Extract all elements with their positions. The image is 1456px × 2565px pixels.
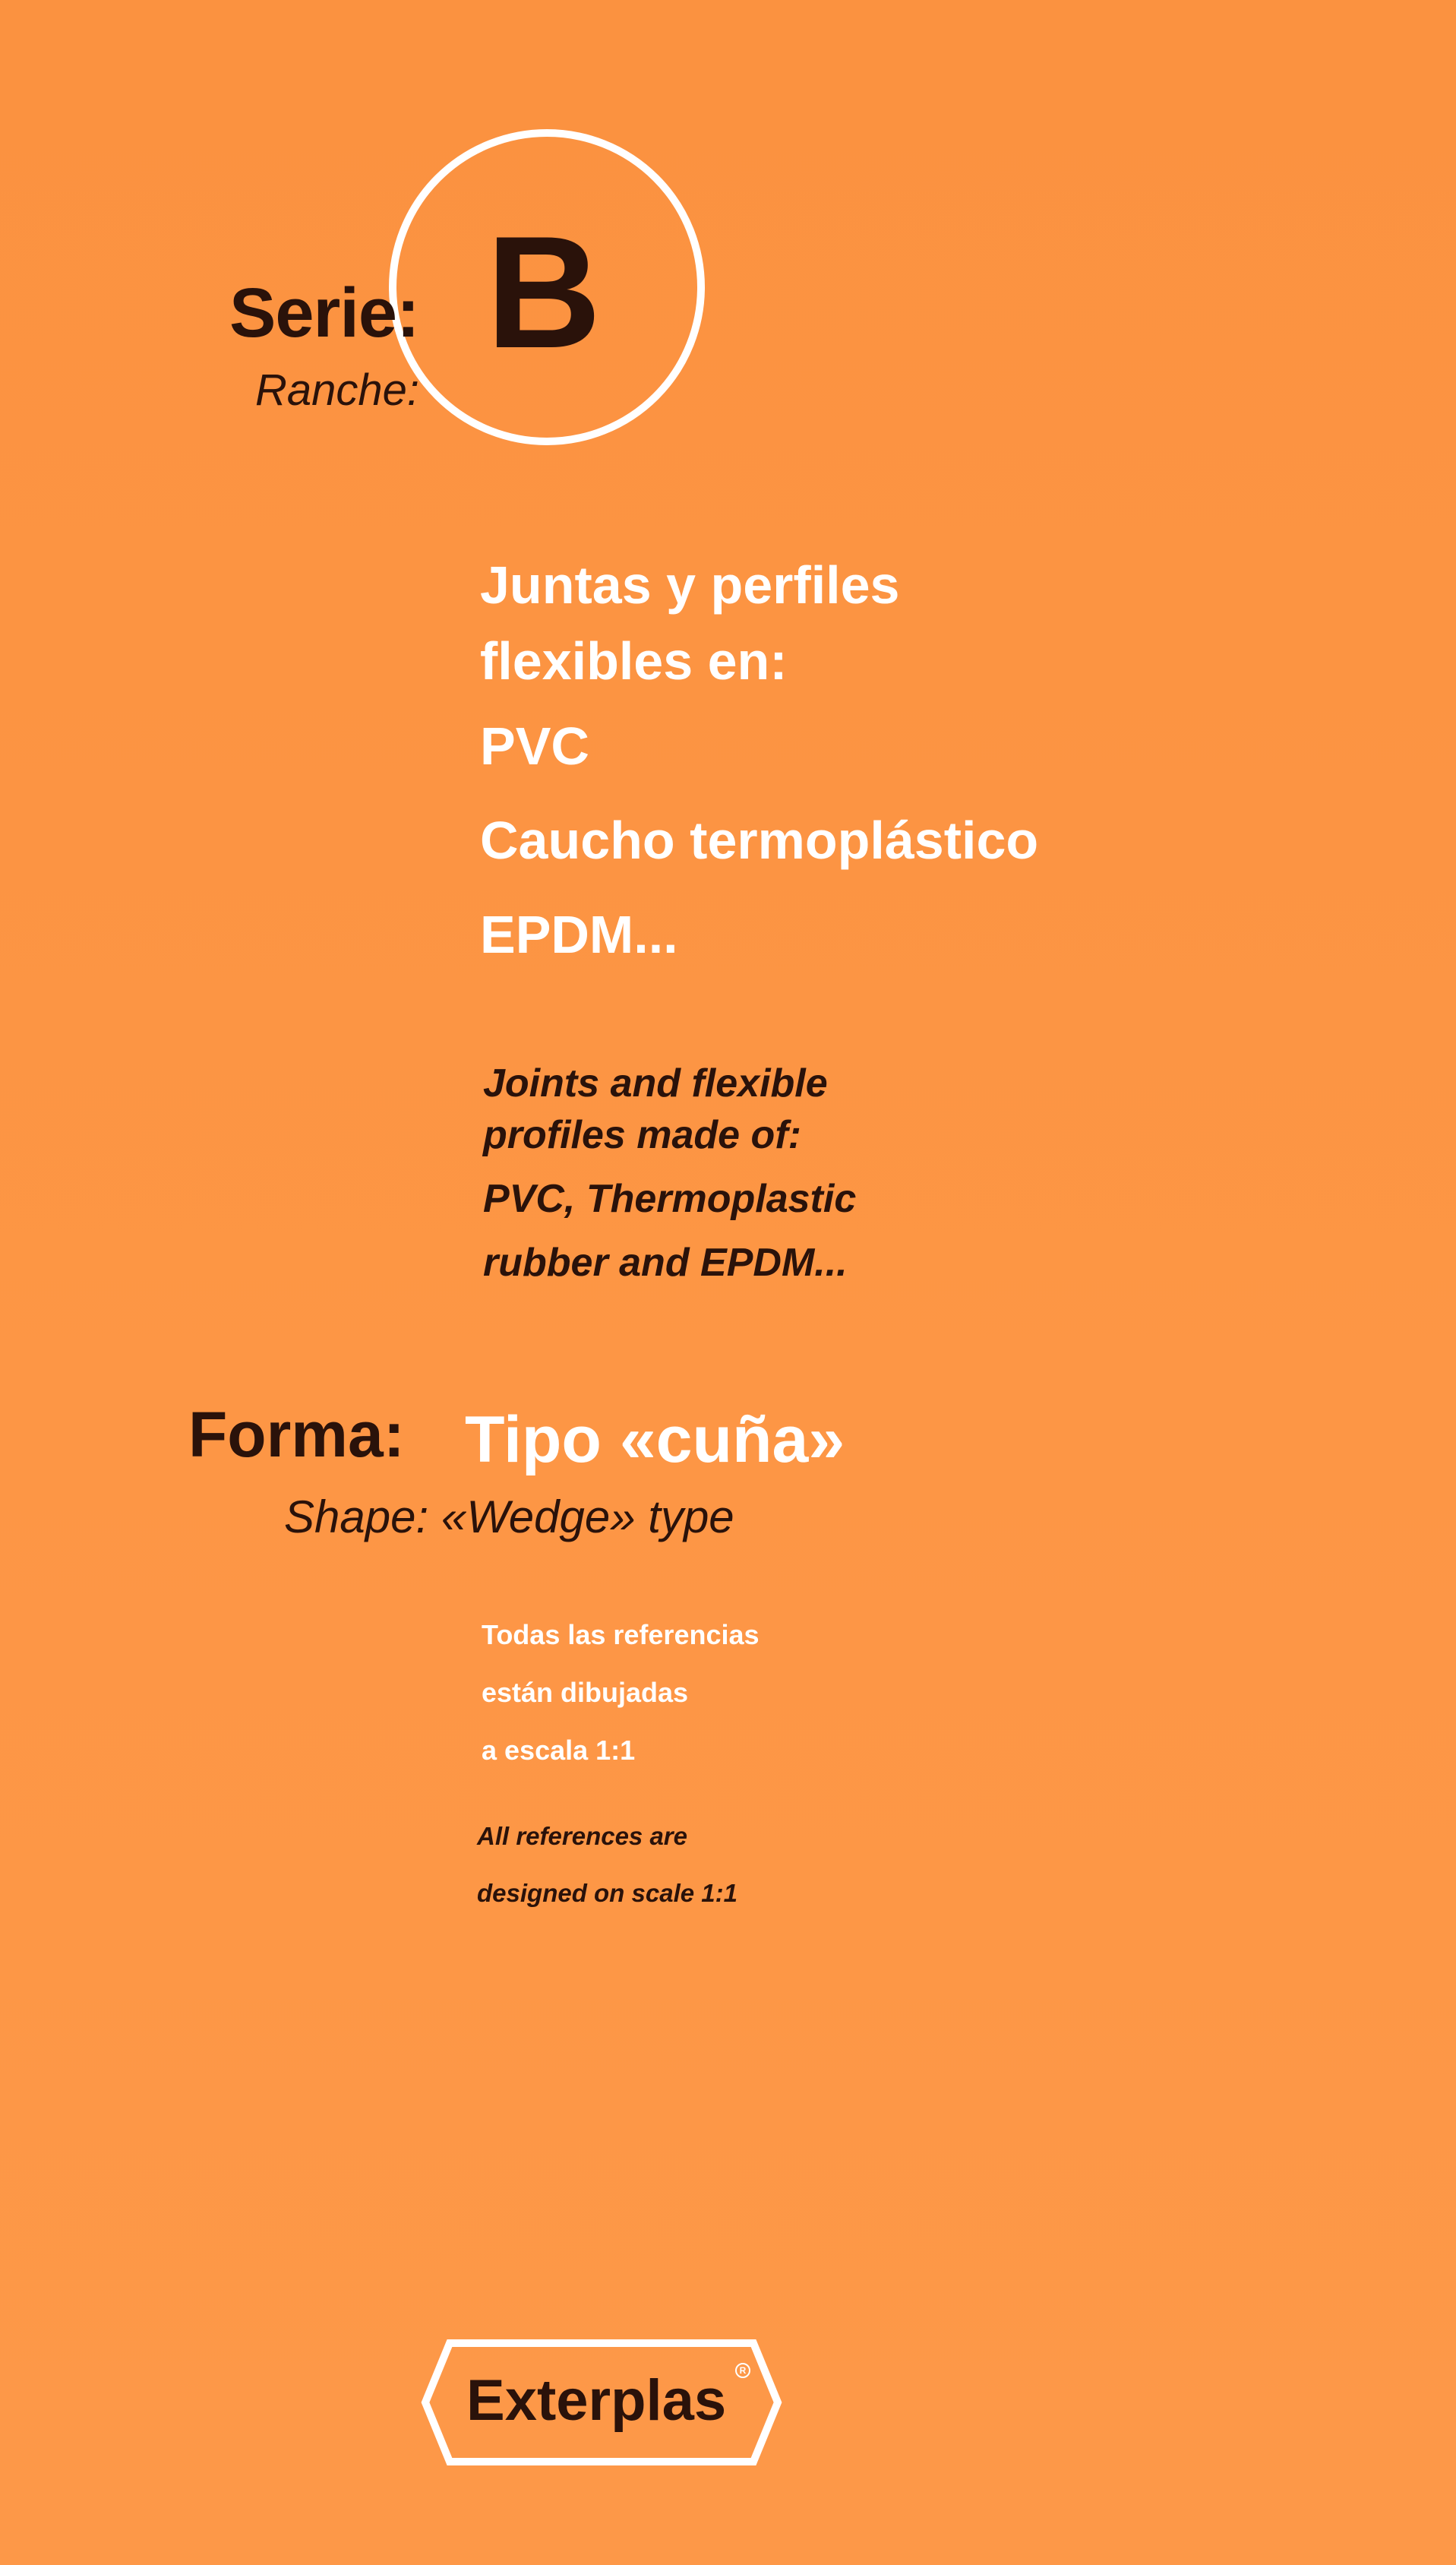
materials-en [483,1061,857,1285]
materials-es-line: Juntas y perfiles [480,555,900,615]
series-label: Serie: [229,274,419,352]
scale-note-en [477,1823,737,1937]
scale-note-en-line: All references are [477,1822,688,1850]
materials-es-line: PVC [480,716,589,776]
materials-es [480,555,1039,964]
logo-name: Exterplas [466,2368,727,2433]
materials-en-line: Joints and flexible [483,1061,828,1105]
exterplas-logo [419,2337,784,2468]
shape-translation: Shape: «Wedge» type [284,1491,734,1542]
registered-mark-icon: R [735,2363,750,2378]
scale-note-es-line: están dibujadas [482,1677,689,1708]
scale-note-es [482,1621,760,1795]
materials-en-line: profiles made of: [483,1113,801,1157]
series-letter: B [486,203,602,381]
scale-note-en-line: designed on scale 1:1 [477,1879,737,1907]
shape-label: Forma: [188,1399,405,1470]
shape-value: Tipo «cuña» [465,1403,845,1476]
materials-es-line: Caucho termoplástico [480,811,1039,870]
materials-es-line: EPDM... [480,905,678,964]
materials-en-line: PVC, Thermoplastic [483,1177,857,1221]
scale-note-es-line: a escala 1:1 [482,1735,636,1766]
materials-en-line: rubber and EPDM... [483,1241,848,1285]
series-label-fr: Ranche: [255,365,420,415]
scale-note-es-line: Todas las referencias [482,1619,760,1650]
materials-es-line: flexibles en: [480,631,788,691]
